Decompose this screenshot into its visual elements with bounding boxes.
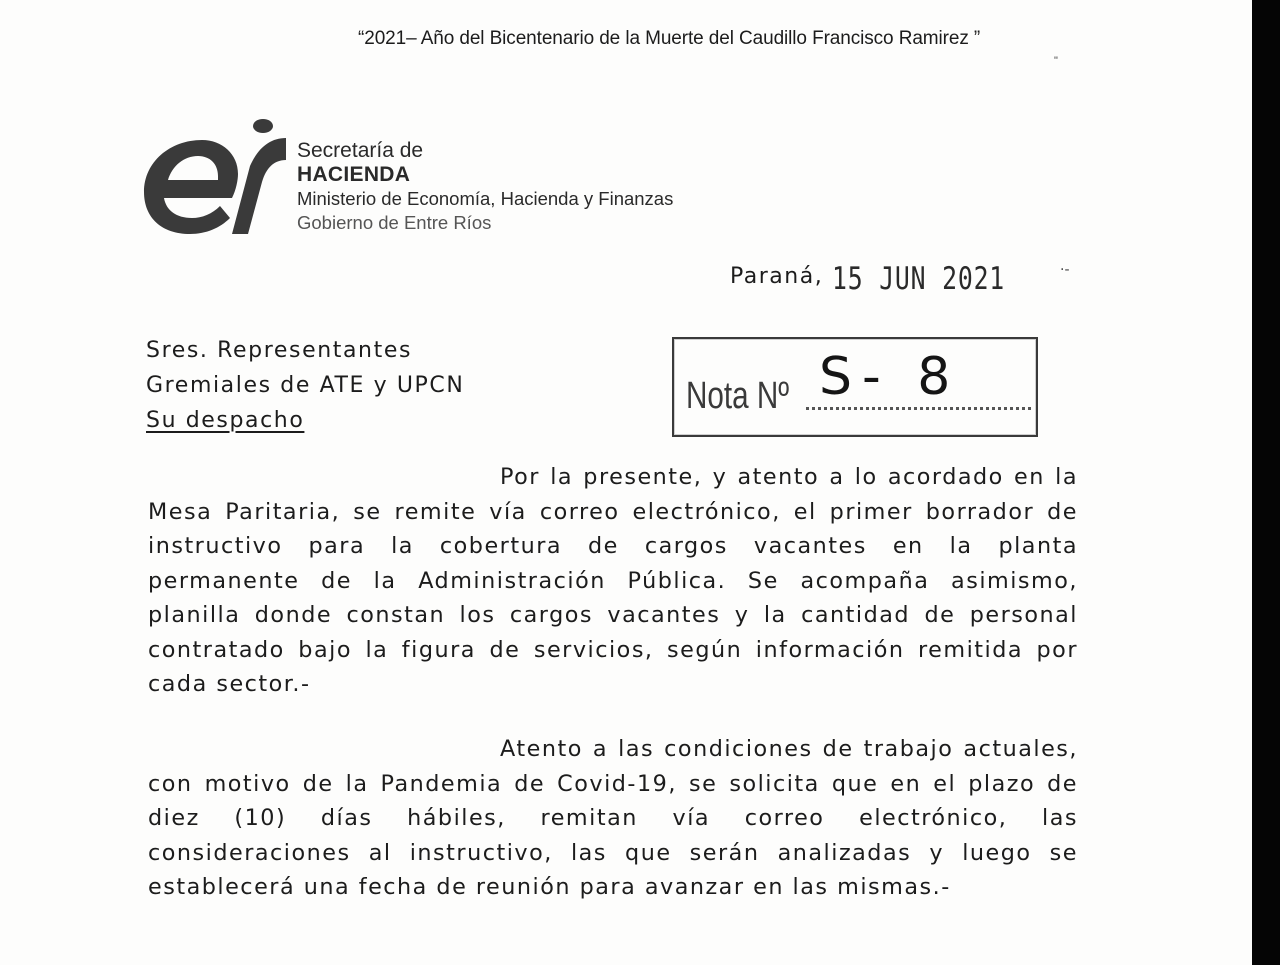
org-hacienda: HACIENDA	[297, 163, 411, 186]
header-quote: “2021– Año del Bicentenario de la Muerte del Caudillo Francisco Ramirez ”	[358, 28, 981, 49]
recipient-block	[146, 333, 464, 438]
nota-dotted-line	[806, 407, 1031, 410]
org-gobierno: Gobierno de Entre Ríos	[297, 212, 492, 233]
nota-stamp	[672, 337, 1038, 437]
place-date	[730, 255, 1049, 297]
body-paragraph-2: Atento a las condiciones de trabajo actuales, con motivo de la Pandemia de Covid-19, se solicita que en el plazo de diez (10) días hábiles, remitan vía correo electrónico, las consideraciones al instructivo, las que serán analizadas y luego se establecerá una fecha de reunión para avanzar en las mismas.-	[148, 736, 1078, 900]
recipient-line-2: Gremiales de ATE y UPCN	[146, 373, 465, 398]
nota-number: S- 8	[819, 347, 961, 407]
scan-edge	[1252, 0, 1280, 965]
body-paragraph-1: Por la presente, y atento a lo acordado en la Mesa Paritaria, se remite vía correo electrónico, el primer borrador de instructivo para la cobertura de cargos vacantes en la planta permanente de la Administración Pública. Se acompaña asimismo, planilla donde constan los cargos vacantes y la cantidad de personal contratado bajo la figura de servicios, según información remitida por cada sector.-	[148, 464, 1078, 697]
er-logo-icon	[140, 118, 290, 238]
recipient-line-1: Sres. Representantes	[146, 338, 413, 363]
date-stamp: 15 JUN 2021	[832, 261, 1006, 297]
org-secretaria: Secretaría de	[297, 139, 424, 162]
organization-block	[297, 139, 673, 235]
header-mark: "	[1054, 55, 1058, 67]
place: Paraná,	[730, 264, 824, 289]
date-mark: ·-	[1060, 262, 1070, 278]
nota-label: Nota Nº	[686, 375, 790, 417]
recipient-line-3: Su despacho	[146, 408, 305, 433]
org-ministerio: Ministerio de Economía, Hacienda y Finanzas	[297, 188, 674, 209]
